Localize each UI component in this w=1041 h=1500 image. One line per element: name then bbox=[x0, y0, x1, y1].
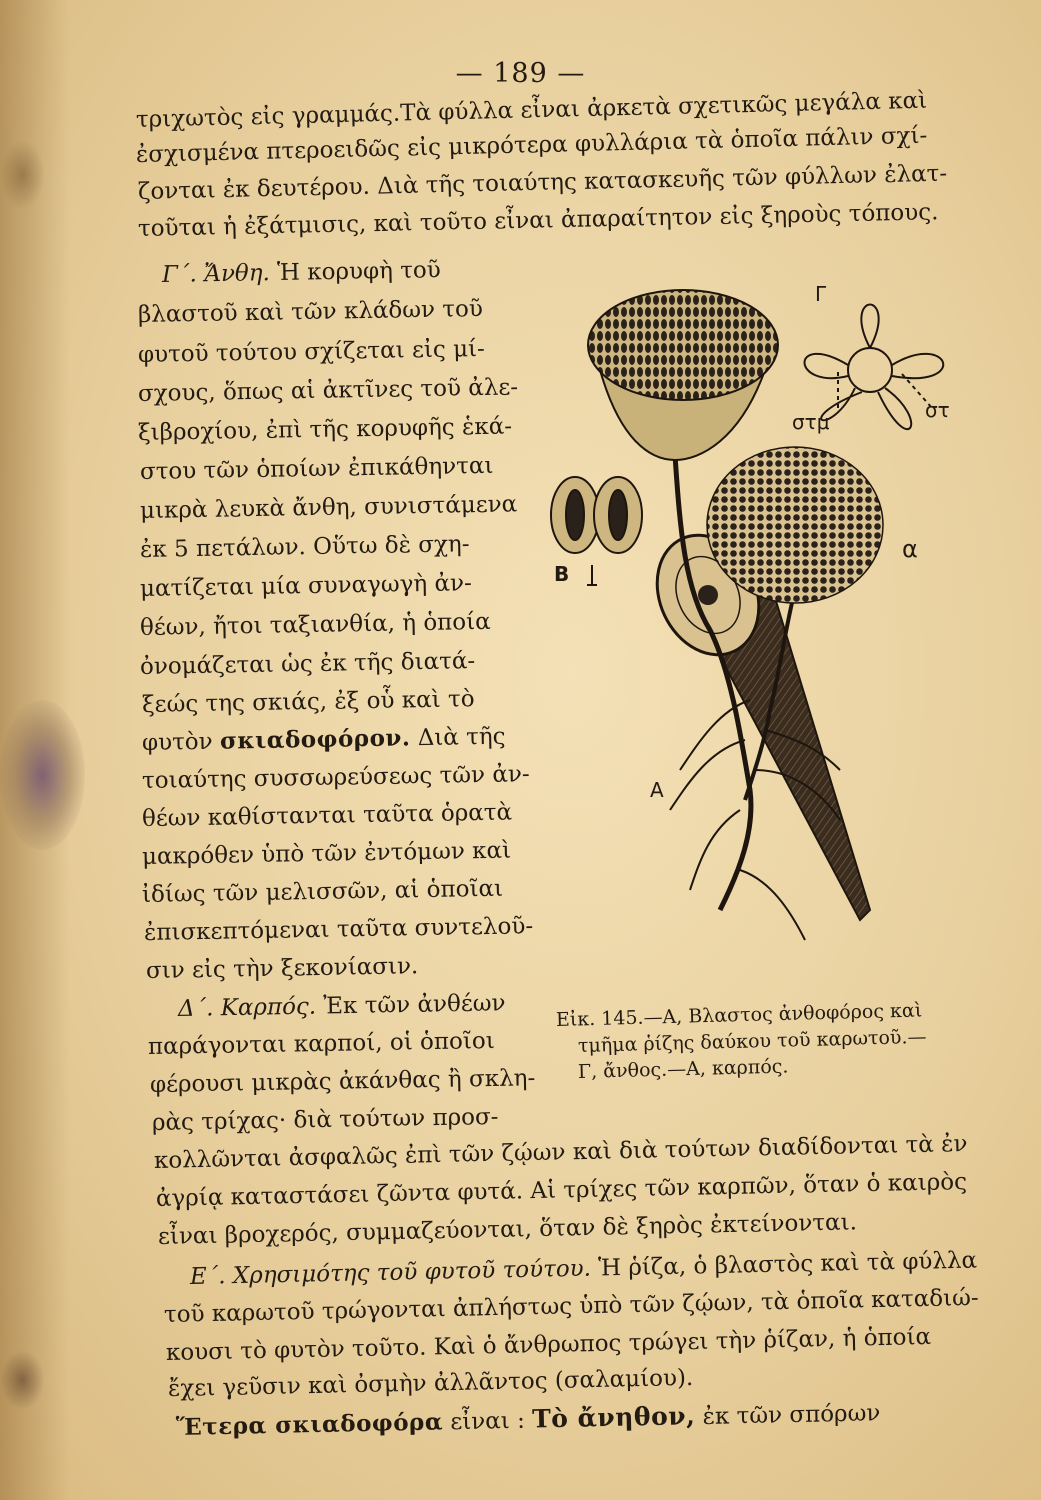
text-line: βλαστοῦ καὶ τῶν κλάδων τοῦ bbox=[137, 295, 484, 328]
text-line: ρὰς τρίχας· διὰ τούτων προσ- bbox=[151, 1103, 499, 1136]
text-line: ἰδίως τῶν μελισσῶν, αἱ ὁποῖαι bbox=[141, 875, 504, 908]
text-span: Ἐκ τῶν ἀνθέων bbox=[315, 990, 506, 1020]
paper-tear-top bbox=[0, 140, 45, 210]
figure-caption-line: Εἰκ. 145.—Α, Βλαστος ἀνθοφόρος καὶ bbox=[555, 999, 923, 1031]
text-line: τοιαύτης συσσωρεύσεως τῶν ἀν- bbox=[141, 761, 530, 794]
text-line: ξεώς της σκιάς, ἐξ οὗ καὶ τὸ bbox=[141, 686, 475, 718]
paper-tear-bottom bbox=[0, 1350, 45, 1410]
label-stamen: στμ bbox=[792, 410, 830, 434]
text-line: κολλῶνται ἀσφαλῶς ἐπὶ τῶν ζῴων καὶ διὰ τούτων διαδίδονται τὰ ἐν bbox=[153, 1130, 968, 1174]
text-line: παράγονται καρποί, οἱ ὁποῖοι bbox=[147, 1027, 495, 1060]
text-span: ἐκ τῶν σπόρων bbox=[695, 1400, 881, 1431]
text-line: ζονται ἐκ δευτέρου. Διὰ τῆς τοιαύτης κατασκευῆς τῶν φύλλων ἐλατ- bbox=[137, 160, 948, 205]
text-line: φέρουσι μικρὰς ἀκάνθας ἢ σκλη- bbox=[149, 1065, 536, 1098]
fruit-umbel-head bbox=[588, 290, 778, 400]
label-flower-g: Γ bbox=[815, 282, 827, 306]
text-line: εἶναι βροχερός, συμμαζεύονται, ὅταν δὲ ξηρὸς ἐκτείνονται. bbox=[157, 1209, 858, 1250]
text-line: μικρὰ λευκὰ ἄνθη, συνιστάμενα bbox=[139, 491, 518, 524]
text-line: σχους, ὅπως αἱ ἀκτῖνες τοῦ ἀλε- bbox=[137, 374, 519, 407]
section-heading-usefulness: Ε΄. Χρησιμότης τοῦ φυτοῦ τούτου. bbox=[189, 1255, 592, 1290]
text-line: στου τῶν ὁποίων ἐπικάθηνται bbox=[139, 452, 494, 485]
text-span: φυτὸν bbox=[141, 728, 221, 756]
text-line: θέων καθίστανται ταῦτα ὁρατὰ bbox=[141, 799, 513, 832]
text-line: θέων, ἤτοι ταξιανθία, ἡ ὁποία bbox=[139, 608, 491, 641]
page-number: — 189 — bbox=[455, 58, 586, 89]
text-line bbox=[142, 722, 506, 758]
label-umbel-a: α bbox=[902, 535, 918, 563]
section-heading-line bbox=[178, 988, 506, 1024]
label-stem-a: Α bbox=[650, 778, 664, 802]
text-line: τοῦται ἡ ἐξάτμισις, καὶ τοῦτο εἶναι ἀπαραίτητον εἰς ξηροὺς τόπους. bbox=[137, 199, 939, 242]
text-line: μακρόθεν ὑπὸ τῶν ἐντόμων καὶ bbox=[141, 837, 512, 870]
carrot-engraving bbox=[540, 270, 980, 990]
term-dill: Τὸ ἄνηθον, bbox=[531, 1401, 696, 1434]
text-line: κουσι τὸ φυτὸν τοῦτο. Καὶ ὁ ἄνθρωπος τρώγει τὴν ῥίζαν, ἡ ὁποία bbox=[165, 1323, 932, 1366]
flower-umbel-head bbox=[707, 447, 883, 603]
text-line: ματίζεται μία συναγωγὴ ἀν- bbox=[139, 570, 473, 602]
section-heading-line bbox=[162, 255, 441, 290]
text-line: ἐσχισμένα πτεροειδῶς εἰς μικρότερα φυλλάρια τὰ ὁποῖα πάλιν σχί- bbox=[135, 122, 928, 168]
text-line: σιν εἰς τὴν ξεκονίασιν. bbox=[145, 953, 419, 984]
figure-caption-line: τμῆμα ῥίζης δαύκου τοῦ καρωτοῦ.— bbox=[577, 1025, 927, 1057]
label-style: στ bbox=[925, 398, 950, 422]
text-line: τριχωτὸς εἰς γραμμάς.Τὰ φύλλα εἶναι ἀρκετὰ σχετικῶς μεγάλα καὶ bbox=[135, 87, 928, 133]
term-other-umbellifers: Ἕτερα σκιαδοφόρα bbox=[175, 1408, 444, 1441]
text-span: Ἡ κορυφὴ τοῦ bbox=[269, 257, 441, 287]
text-span: εἶναι : bbox=[442, 1407, 533, 1436]
text-line: ἐπισκεπτόμεναι ταῦτα συντελοῦ- bbox=[143, 913, 534, 946]
text-line: ἀγρίᾳ καταστάσει ζῶντα φυτά. Αἱ τρίχες τῶν καρπῶν, ὅταν ὁ καιρὸς bbox=[155, 1169, 968, 1212]
text-span: Ἡ ῥίζα, ὁ βλαστὸς καὶ τὰ φύλλα bbox=[590, 1247, 978, 1282]
text-line: ξιβροχίου, ἐπὶ τῆς κορυφῆς ἑκά- bbox=[137, 413, 513, 446]
figure-caption-line: Γ, ἄνθος.—Α, καρπός. bbox=[577, 1055, 789, 1083]
carrot-plant-figure bbox=[540, 270, 980, 990]
text-line: φυτοῦ τούτου σχίζεται εἰς μί- bbox=[137, 335, 486, 368]
term-umbellifer: σκιαδοφόρον. bbox=[219, 724, 411, 755]
text-line: ἔχει γεῦσιν καὶ ὀσμὴν ἀλλᾶντος (σαλαμίου). bbox=[167, 1365, 694, 1402]
text-line: τοῦ καρωτοῦ τρώγονται ἀπλήστως ὑπὸ τῶν ζῴων, τὰ ὁποῖα καταδιώ- bbox=[163, 1284, 979, 1328]
label-fruit-b: Β bbox=[554, 562, 570, 586]
pressed-flower-stain bbox=[0, 700, 85, 850]
section-heading-flowers: Γ΄. Ἄνθη. bbox=[161, 260, 271, 288]
text-line: ἐκ 5 πετάλων. Οὕτω δὲ σχη- bbox=[139, 531, 470, 563]
text-span: Διὰ τῆς bbox=[410, 723, 506, 752]
text-line: ὀνομάζεται ὡς ἐκ τῆς διατά- bbox=[139, 648, 476, 680]
section-heading-fruit: Δ΄. Καρπός. bbox=[177, 993, 317, 1022]
